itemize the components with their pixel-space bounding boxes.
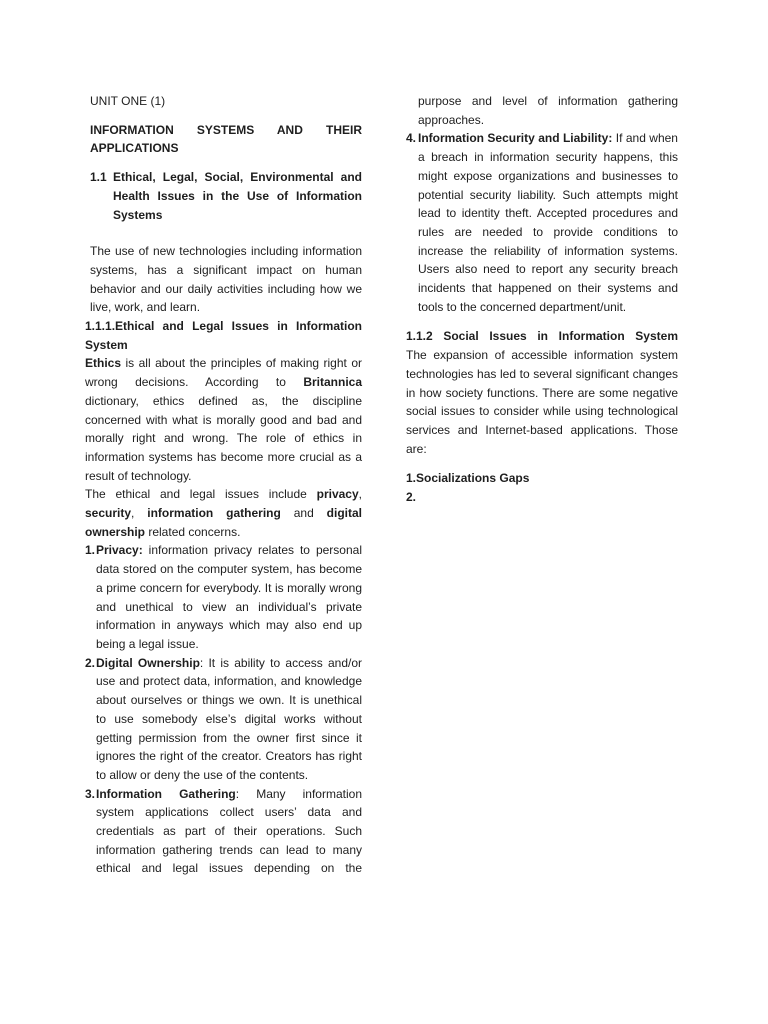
section-1-1-title: Ethical, Legal, Social, Environmental and Health Issues in the Use of Information Systems (113, 170, 362, 222)
issue-digital-ownership: digital ownership (85, 506, 362, 539)
list-item-number: 1. (85, 543, 96, 558)
social-list-number: 1. (406, 471, 417, 486)
issue-information-gathering: information gathering (147, 506, 281, 521)
list-item-number: 2. (85, 655, 96, 670)
section-1-1-heading (90, 168, 362, 224)
ethics-source: Britannica (303, 375, 362, 390)
issues-text-2: related concerns. (145, 524, 241, 539)
right-column (406, 92, 678, 507)
intro-paragraph: The use of new technologies including information systems, has a significant impact on human behavior and our daily activities including how we live, work, and learn. (90, 244, 362, 315)
list-item-text: : Many information system applications collect users’ data and credentials as part of their operations. Such information gathering trends can lead to many ethical and legal issues depending on the (96, 786, 362, 876)
list-item-text: information privacy relates to personal data stored on the computer system, has become a prime concern for everybody. It is morally wrong and unethical to view an individual’s private information in anyways which may also end up being a legal issue. (96, 543, 362, 651)
ethics-text-1: is all about the principles of making right or wrong decisions. According to (85, 356, 362, 390)
social-list-number: 2. (406, 490, 417, 505)
ethics-text-2: dictionary, ethics defined as, the discipline concerned with what is morally good and bad and morally right and wrong. The role of ethics in information systems has become more crucial as a result of technology. (85, 393, 362, 483)
left-column (85, 92, 362, 878)
list-item-body (418, 129, 678, 316)
social-list-item (406, 469, 678, 488)
list-item-number: 4. (406, 131, 417, 146)
section-1-1-2-heading: 1.1.2 Social Issues in Information System (406, 329, 678, 344)
issue-security: security (85, 506, 132, 521)
list-item-term: Information Gathering (96, 786, 236, 801)
unit-label: UNIT ONE (1) (90, 94, 166, 108)
issues-sep-3: and (280, 506, 327, 521)
intro-block (85, 92, 362, 317)
social-list-label: Socializations Gaps (416, 471, 530, 486)
section-1-1-1-heading: 1.1.1.Ethical and Legal Issues in Information System (85, 319, 362, 352)
issue-privacy: privacy (316, 487, 359, 502)
issues-sep-2: , (131, 506, 148, 521)
list-item-body (96, 654, 362, 785)
list-item-text: If and when a breach in information security happens, this might expose organizations and businesses to potential security liability. Such attempts might lead to identity theft. Accepted procedures and rules are needed to provide conditions to increase the reliability of information systems. Users also need to report any security breach incidents that happened on their systems and tools to the concerned department/unit. (418, 131, 678, 314)
list-item-term: Privacy: (96, 543, 143, 558)
document-title: INFORMATION SYSTEMS AND THEIR APPLICATIONS (90, 122, 362, 156)
issues-sep-1: , (358, 487, 362, 502)
list-item-number: 3. (85, 786, 96, 801)
section-1-1-number: 1.1 (90, 170, 107, 185)
list-item-text: : It is ability to access and/or use and protect data, information, and knowledge about ourselves or things we own. It is unethical to use somebody else’s digital works without getting permission from the owner first since it ignores the right of the creator. Creators has right to allow or deny the use of the contents. (96, 655, 362, 782)
social-list-item (406, 488, 678, 507)
issues-paragraph (85, 485, 362, 541)
social-issues-paragraph: The expansion of accessible information system technologies has led to several significant changes in how society functions. There are some negative social issues to consider while using technological services and Internet-based applications. Those are: (406, 348, 678, 456)
list-item (85, 541, 362, 653)
list-item (406, 129, 678, 316)
list-item-term: Information Security and Liability: (418, 131, 613, 146)
ethics-paragraph (85, 354, 362, 485)
ethics-term: Ethics (85, 356, 122, 371)
list-item-term: Digital Ownership (96, 655, 200, 670)
list-item (85, 785, 362, 879)
list-item (85, 654, 362, 785)
list-item-continuation: purpose and level of information gathering approaches. (418, 94, 678, 127)
issues-text-1: The ethical and legal issues include (85, 487, 317, 502)
list-item-body (96, 541, 362, 653)
list-item-body (96, 785, 362, 879)
